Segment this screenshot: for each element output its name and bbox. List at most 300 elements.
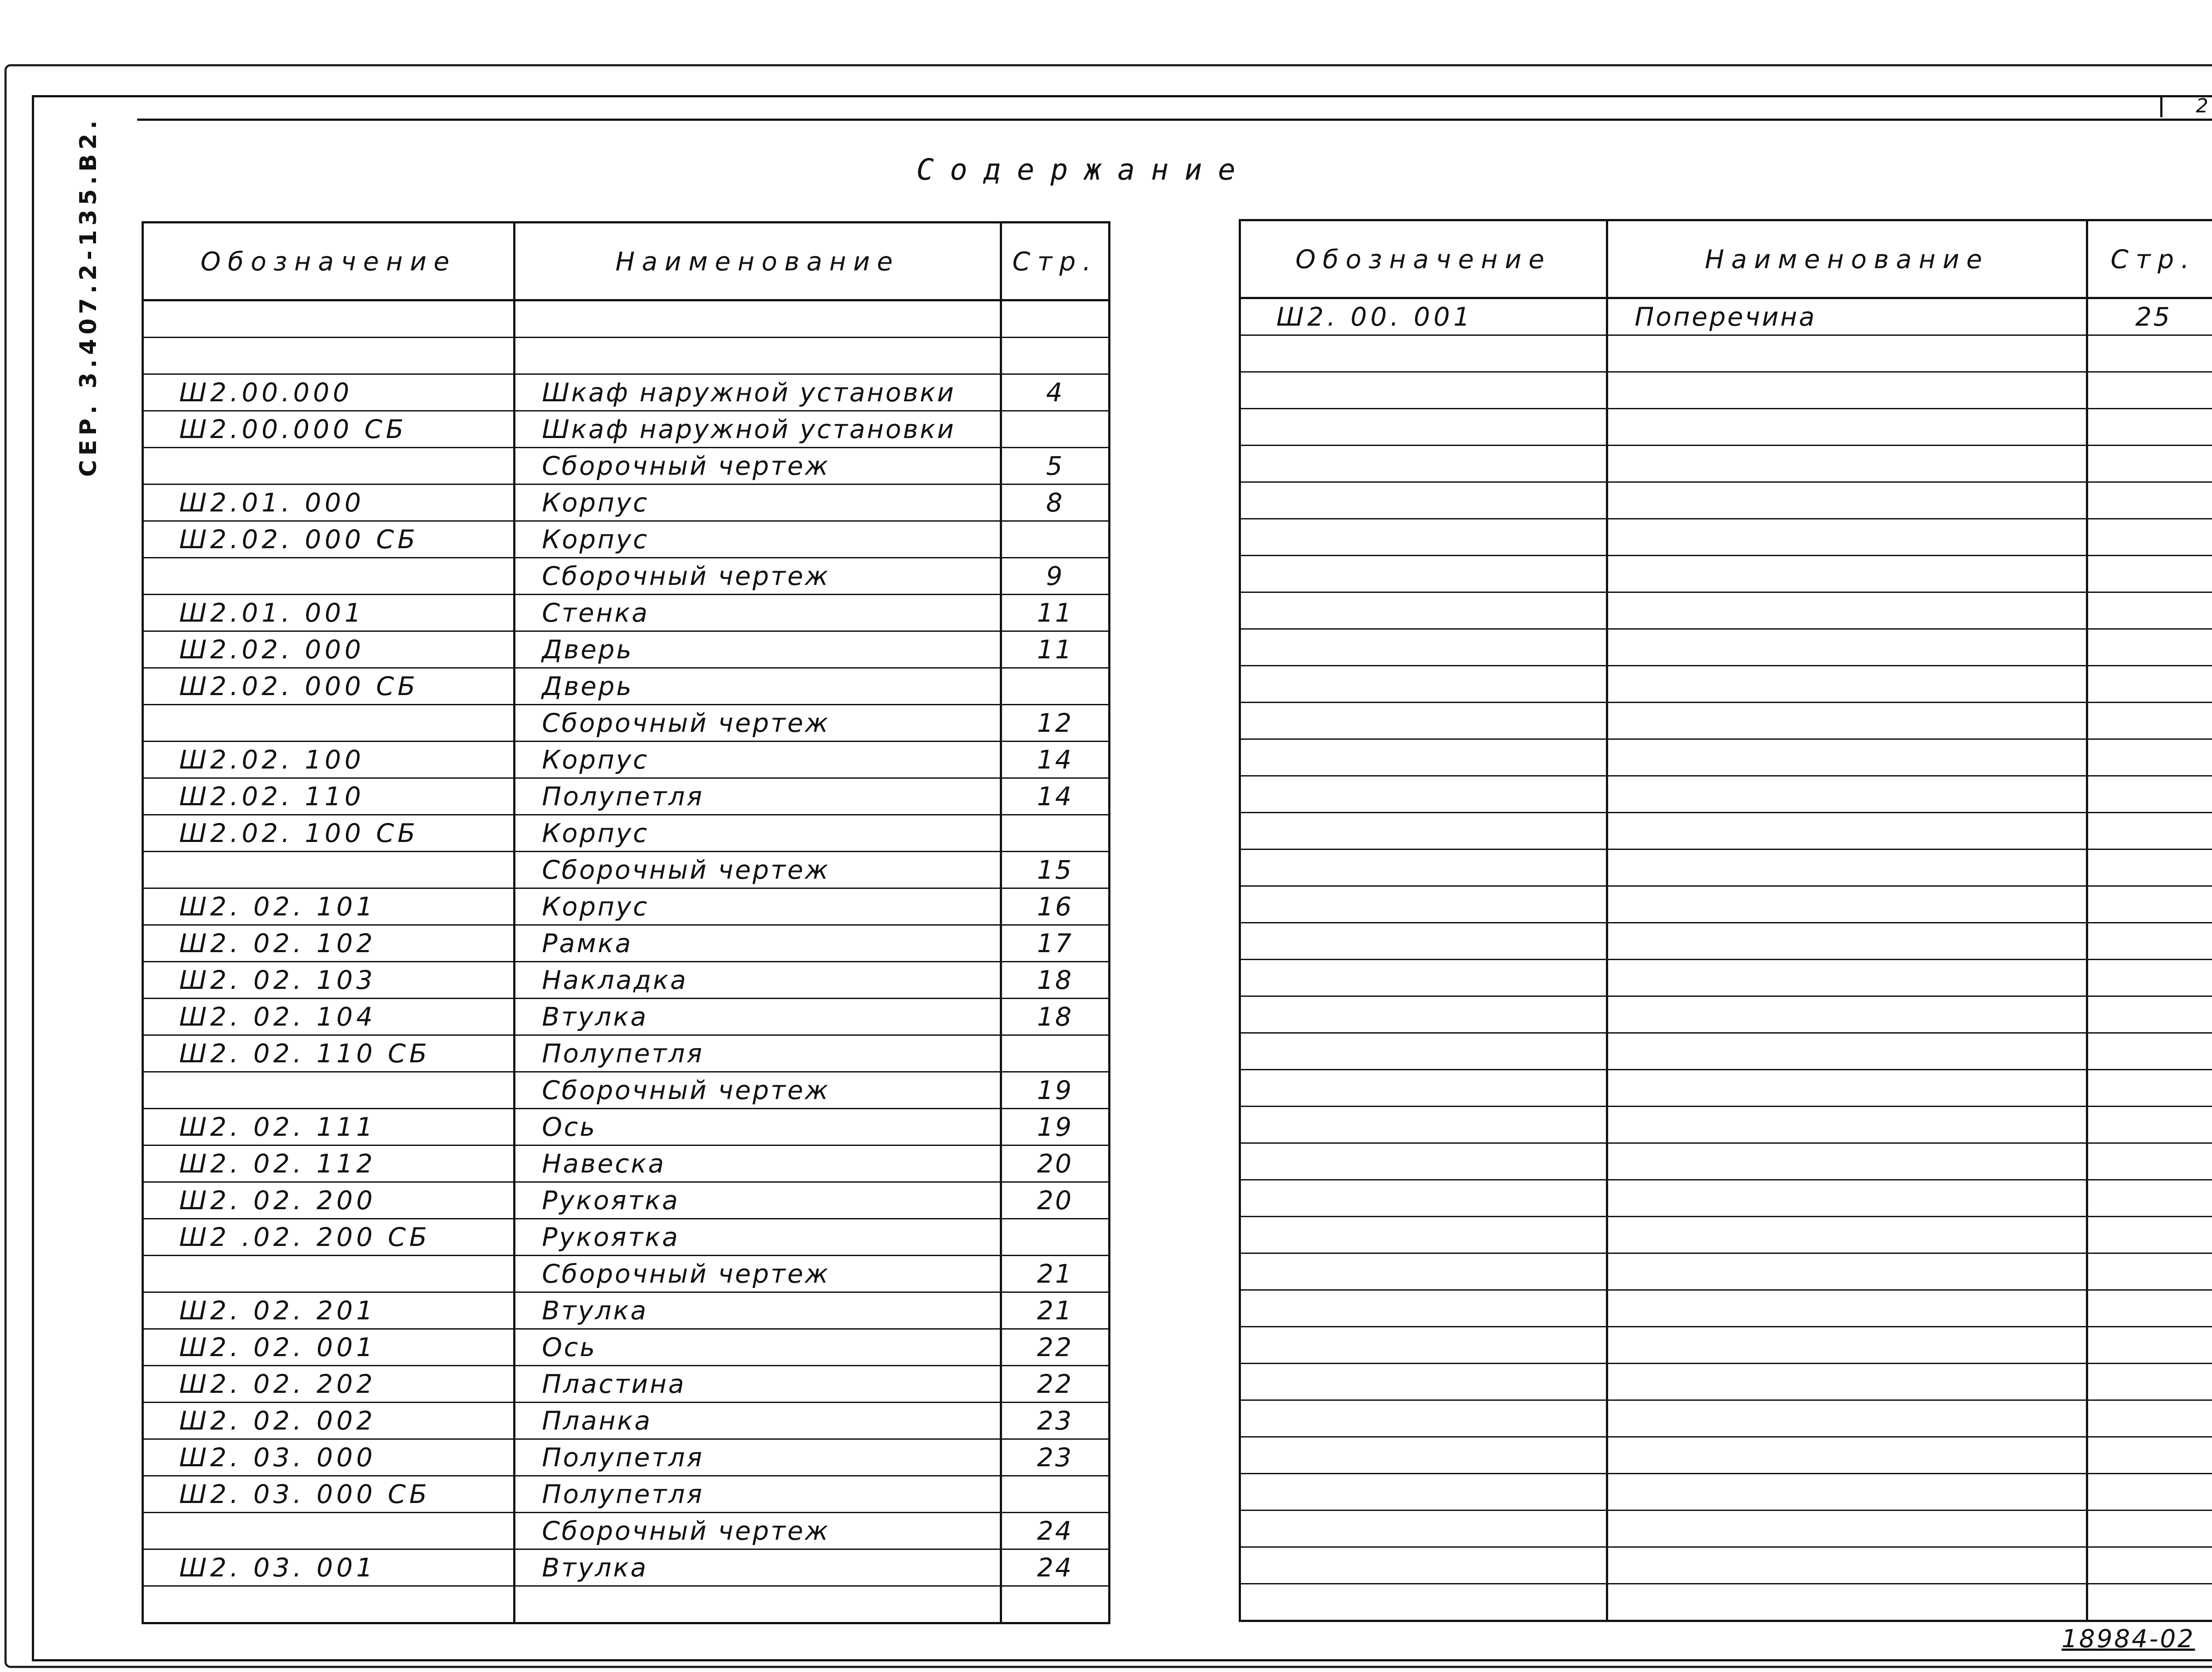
table-row (143, 1366, 1110, 1403)
row-name (1607, 1547, 2087, 1584)
table-row (143, 999, 1110, 1035)
row-page: 18 (1001, 999, 1110, 1035)
table-row (143, 925, 1110, 962)
row-page (1001, 1586, 1110, 1623)
row-page: 17 (1001, 925, 1110, 962)
row-code: Ш2.01. 000 (143, 484, 515, 521)
row-name (1607, 666, 2087, 703)
row-code (1240, 1364, 1607, 1400)
row-code: Ш2.02. 100 (143, 742, 515, 778)
row-page (2087, 1584, 2212, 1621)
table-row (143, 815, 1110, 852)
row-name: Сборочный чертеж (515, 1513, 1001, 1549)
document-number: 18984-02 (2062, 1625, 2195, 1653)
table-row (143, 300, 1110, 338)
row-page (2087, 409, 2212, 446)
row-name (1607, 1143, 2087, 1180)
row-name (1607, 482, 2087, 519)
row-page (2087, 849, 2212, 886)
row-name (1607, 1180, 2087, 1217)
row-page: 5 (1001, 448, 1110, 484)
row-name: Пластина (515, 1366, 1001, 1403)
row-page (2087, 1547, 2212, 1584)
row-code (1240, 482, 1607, 519)
table-row (143, 484, 1110, 521)
row-page: 14 (1001, 778, 1110, 815)
row-page: 23 (1001, 1403, 1110, 1439)
row-page (2087, 1437, 2212, 1474)
row-code (1240, 519, 1607, 556)
row-code (1240, 629, 1607, 666)
row-name (1607, 1584, 2087, 1621)
row-code (1240, 849, 1607, 886)
row-page (2087, 703, 2212, 739)
row-name: Ось (515, 1329, 1001, 1366)
row-page (1001, 1476, 1110, 1513)
table-row (1240, 335, 2212, 372)
row-name: Втулка (515, 999, 1001, 1035)
table-header-row (143, 223, 1110, 300)
row-name: Навеска (515, 1145, 1001, 1182)
row-name: Полупетля (515, 1476, 1001, 1513)
row-name: Рамка (515, 925, 1001, 962)
row-code: Ш2.02. 000 СБ (143, 521, 515, 558)
row-page: 9 (1001, 558, 1110, 595)
table-row (1240, 996, 2212, 1033)
table-row (1240, 666, 2212, 703)
row-name: Сборочный чертеж (515, 448, 1001, 484)
table-row (1240, 703, 2212, 739)
row-name (1607, 849, 2087, 886)
row-page: 20 (1001, 1182, 1110, 1219)
row-code (1240, 923, 1607, 960)
row-name (1607, 1217, 2087, 1253)
row-page (2087, 923, 2212, 960)
row-code: Ш2. 02. 101 (143, 888, 515, 925)
row-page (2087, 1327, 2212, 1364)
table-row (143, 742, 1110, 778)
row-code (1240, 1107, 1607, 1143)
row-name: Корпус (515, 742, 1001, 778)
row-page (1001, 1219, 1110, 1256)
row-name: Накладка (515, 962, 1001, 999)
table-row (1240, 1107, 2212, 1143)
table-row (143, 338, 1110, 374)
table-row (1240, 1253, 2212, 1290)
row-code (1240, 1253, 1607, 1290)
row-name (1607, 409, 2087, 446)
table-row (143, 962, 1110, 999)
table-row (1240, 1327, 2212, 1364)
row-page (2087, 1400, 2212, 1437)
row-code: Ш2. 02. 202 (143, 1366, 515, 1403)
row-name: Сборочный чертеж (515, 1256, 1001, 1292)
row-code (1240, 1584, 1607, 1621)
row-page (2087, 1474, 2212, 1511)
row-name: Втулка (515, 1292, 1001, 1329)
row-page: 19 (1001, 1109, 1110, 1145)
row-code (143, 558, 515, 595)
row-page: 11 (1001, 595, 1110, 631)
row-code (1240, 1327, 1607, 1364)
row-code (1240, 703, 1607, 739)
row-code: Ш2. 03. 000 (143, 1439, 515, 1476)
row-code (1240, 886, 1607, 923)
row-page (2087, 776, 2212, 813)
row-page (2087, 1364, 2212, 1400)
row-page (2087, 1511, 2212, 1547)
table-row (1240, 960, 2212, 996)
row-page (2087, 1180, 2212, 1217)
row-code (143, 705, 515, 742)
row-name (1607, 1364, 2087, 1400)
table-row (143, 1219, 1110, 1256)
table-row (1240, 1400, 2212, 1437)
table-row (143, 411, 1110, 448)
table-header-row (1240, 220, 2212, 298)
row-name: Рукоятка (515, 1182, 1001, 1219)
row-code: Ш2.01. 001 (143, 595, 515, 631)
row-name (1607, 1070, 2087, 1107)
table-row (143, 1292, 1110, 1329)
row-name: Корпус (515, 484, 1001, 521)
row-code: Ш2. 00. 001 (1240, 298, 1607, 335)
row-name (1607, 1474, 2087, 1511)
table-row (143, 1072, 1110, 1109)
row-name (1607, 739, 2087, 776)
row-name (1607, 923, 2087, 960)
row-code (1240, 1217, 1607, 1253)
table-row (1240, 776, 2212, 813)
row-page (2087, 739, 2212, 776)
row-code (1240, 1474, 1607, 1511)
row-code (1240, 1511, 1607, 1547)
row-page: 11 (1001, 631, 1110, 668)
row-name: Планка (515, 1403, 1001, 1439)
row-name: Сборочный чертеж (515, 1072, 1001, 1109)
row-name: Полупетля (515, 1035, 1001, 1072)
row-page: 24 (1001, 1549, 1110, 1586)
row-code: Ш2.00.000 СБ (143, 411, 515, 448)
table-row (143, 521, 1110, 558)
table-row (1240, 1547, 2212, 1584)
row-page (2087, 996, 2212, 1033)
table-row (1240, 886, 2212, 923)
header-name: Наименование (1607, 220, 2087, 298)
row-page: 23 (1001, 1439, 1110, 1476)
table-row (1240, 1584, 2212, 1621)
series-label: СЕР. 3.407.2-135.В2. (75, 116, 102, 477)
row-page (2087, 372, 2212, 409)
row-code (1240, 1070, 1607, 1107)
title-rule (137, 119, 2212, 121)
row-page (2087, 482, 2212, 519)
row-page (2087, 886, 2212, 923)
row-name (1607, 1511, 2087, 1547)
row-code: Ш2. 02. 111 (143, 1109, 515, 1145)
contents-left-body (143, 300, 1110, 1623)
row-name: Поперечина (1607, 298, 2087, 335)
series-label-box (71, 116, 106, 477)
table-row (143, 374, 1110, 411)
row-code: Ш2. 02. 200 (143, 1182, 515, 1219)
table-row (1240, 556, 2212, 592)
table-row (1240, 1217, 2212, 1253)
row-page: 15 (1001, 852, 1110, 888)
row-name (1607, 1400, 2087, 1437)
table-row (1240, 1180, 2212, 1217)
row-page: 22 (1001, 1366, 1110, 1403)
row-name (1607, 776, 2087, 813)
row-name: Сборочный чертеж (515, 558, 1001, 595)
row-code (143, 338, 515, 374)
row-page: 24 (1001, 1513, 1110, 1549)
row-page (2087, 519, 2212, 556)
row-name: Шкаф наружной установки (515, 374, 1001, 411)
table-row (1240, 849, 2212, 886)
row-page (2087, 1217, 2212, 1253)
table-row (1240, 739, 2212, 776)
table-row (1240, 1143, 2212, 1180)
row-page (1001, 411, 1110, 448)
row-name: Сборочный чертеж (515, 705, 1001, 742)
row-name (1607, 592, 2087, 629)
row-name: Сборочный чертеж (515, 852, 1001, 888)
table-row (143, 705, 1110, 742)
row-code (1240, 592, 1607, 629)
table-row (1240, 592, 2212, 629)
row-name (1607, 372, 2087, 409)
row-page (2087, 629, 2212, 666)
row-name: Рукоятка (515, 1219, 1001, 1256)
row-code: Ш2. 03. 001 (143, 1549, 515, 1586)
table-row (143, 1182, 1110, 1219)
table-row (143, 595, 1110, 631)
table-row (143, 888, 1110, 925)
row-name (1607, 519, 2087, 556)
row-page (1001, 668, 1110, 705)
table-row (1240, 923, 2212, 960)
table-row (1240, 1364, 2212, 1400)
row-code: Ш2. 02. 102 (143, 925, 515, 962)
row-name: Корпус (515, 521, 1001, 558)
row-name (1607, 446, 2087, 482)
row-code: Ш2. 02. 112 (143, 1145, 515, 1182)
row-code (1240, 446, 1607, 482)
row-code: Ш2. 02. 002 (143, 1403, 515, 1439)
row-page (2087, 446, 2212, 482)
row-page: 20 (1001, 1145, 1110, 1182)
row-name (1607, 335, 2087, 372)
row-page: 22 (1001, 1329, 1110, 1366)
contents-table-left (142, 221, 1110, 1624)
table-row (143, 778, 1110, 815)
row-code (1240, 739, 1607, 776)
row-page (2087, 335, 2212, 372)
table-row (1240, 446, 2212, 482)
table-row (143, 1439, 1110, 1476)
row-name (1607, 703, 2087, 739)
row-name (1607, 629, 2087, 666)
page-number: 2 (2160, 95, 2212, 117)
row-code (1240, 1400, 1607, 1437)
row-code: Ш2. 02. 001 (143, 1329, 515, 1366)
contents-table-right (1239, 219, 2212, 1622)
table-row (1240, 1511, 2212, 1547)
row-code (1240, 372, 1607, 409)
row-name (1607, 996, 2087, 1033)
row-code (1240, 1437, 1607, 1474)
table-row (1240, 1437, 2212, 1474)
row-name (1607, 886, 2087, 923)
row-name (515, 300, 1001, 338)
page-title: Содержание (916, 153, 1252, 187)
table-row (1240, 409, 2212, 446)
table-row (143, 1513, 1110, 1549)
row-page: 18 (1001, 962, 1110, 999)
row-code (143, 1513, 515, 1549)
row-name: Полупетля (515, 1439, 1001, 1476)
row-code (1240, 813, 1607, 849)
table-row (1240, 1033, 2212, 1070)
row-code: Ш2.02. 000 СБ (143, 668, 515, 705)
table-row (1240, 1070, 2212, 1107)
row-code (143, 852, 515, 888)
row-page (1001, 521, 1110, 558)
table-row (1240, 298, 2212, 335)
row-code: Ш2 .02. 200 СБ (143, 1219, 515, 1256)
row-code: Ш2.02. 100 СБ (143, 815, 515, 852)
row-page (1001, 1035, 1110, 1072)
row-page (2087, 813, 2212, 849)
row-code (1240, 409, 1607, 446)
row-code (143, 300, 515, 338)
row-name (1607, 1033, 2087, 1070)
row-page (2087, 960, 2212, 996)
table-row (1240, 629, 2212, 666)
row-code: Ш2.02. 110 (143, 778, 515, 815)
row-page (2087, 592, 2212, 629)
row-code (143, 1072, 515, 1109)
table-row (143, 1109, 1110, 1145)
table-row (143, 1549, 1110, 1586)
row-code (1240, 960, 1607, 996)
row-name (1607, 1107, 2087, 1143)
header-code: Обозначение (1240, 220, 1607, 298)
row-name (515, 1586, 1001, 1623)
row-page (1001, 815, 1110, 852)
row-page: 8 (1001, 484, 1110, 521)
row-code (1240, 1547, 1607, 1584)
row-name: Шкаф наружной установки (515, 411, 1001, 448)
row-page: 21 (1001, 1256, 1110, 1292)
row-code: Ш2.02. 000 (143, 631, 515, 668)
table-row (143, 1145, 1110, 1182)
row-name (1607, 1253, 2087, 1290)
row-page: 21 (1001, 1292, 1110, 1329)
row-page: 16 (1001, 888, 1110, 925)
row-name: Ось (515, 1109, 1001, 1145)
row-page: 19 (1001, 1072, 1110, 1109)
table-row (143, 631, 1110, 668)
row-code: Ш2. 02. 110 СБ (143, 1035, 515, 1072)
row-name (1607, 813, 2087, 849)
table-row (1240, 519, 2212, 556)
table-row (143, 558, 1110, 595)
row-page (2087, 1290, 2212, 1327)
row-name (1607, 1327, 2087, 1364)
table-row (143, 1256, 1110, 1292)
header-page: Стр. (2087, 220, 2212, 298)
row-name: Корпус (515, 888, 1001, 925)
row-page (2087, 1253, 2212, 1290)
row-code (1240, 1180, 1607, 1217)
row-code (1240, 666, 1607, 703)
table-row (143, 1035, 1110, 1072)
table-row (1240, 1474, 2212, 1511)
row-name (515, 338, 1001, 374)
row-page (2087, 1033, 2212, 1070)
row-page: 25 (2087, 298, 2212, 335)
row-name: Стенка (515, 595, 1001, 631)
row-page (2087, 1070, 2212, 1107)
table-row (1240, 813, 2212, 849)
row-name (1607, 1437, 2087, 1474)
row-code (1240, 1290, 1607, 1327)
row-code (143, 1586, 515, 1623)
row-code: Ш2. 03. 000 СБ (143, 1476, 515, 1513)
table-row (1240, 1290, 2212, 1327)
row-code (1240, 335, 1607, 372)
header-code: Обозначение (143, 223, 515, 300)
table-row (143, 1403, 1110, 1439)
row-name: Втулка (515, 1549, 1001, 1586)
table-row (143, 1586, 1110, 1623)
header-name: Наименование (515, 223, 1001, 300)
table-row (143, 668, 1110, 705)
row-code: Ш2. 02. 103 (143, 962, 515, 999)
table-row (143, 1476, 1110, 1513)
table-row (143, 1329, 1110, 1366)
row-code (1240, 776, 1607, 813)
header-page: Стр. (1001, 223, 1110, 300)
table-row (1240, 482, 2212, 519)
row-page (2087, 666, 2212, 703)
row-page: 12 (1001, 705, 1110, 742)
row-name (1607, 960, 2087, 996)
row-name: Полупетля (515, 778, 1001, 815)
contents-right-body (1240, 298, 2212, 1621)
row-code (1240, 556, 1607, 592)
row-code (1240, 1143, 1607, 1180)
row-name: Дверь (515, 631, 1001, 668)
table-row (143, 852, 1110, 888)
row-code (1240, 1033, 1607, 1070)
row-page (2087, 1143, 2212, 1180)
row-code (143, 448, 515, 484)
row-name: Дверь (515, 668, 1001, 705)
row-page (1001, 338, 1110, 374)
row-code (1240, 996, 1607, 1033)
row-name: Корпус (515, 815, 1001, 852)
row-page (2087, 556, 2212, 592)
row-code (143, 1256, 515, 1292)
row-page (2087, 1107, 2212, 1143)
row-page: 4 (1001, 374, 1110, 411)
row-name (1607, 556, 2087, 592)
row-code: Ш2. 02. 201 (143, 1292, 515, 1329)
row-page: 14 (1001, 742, 1110, 778)
